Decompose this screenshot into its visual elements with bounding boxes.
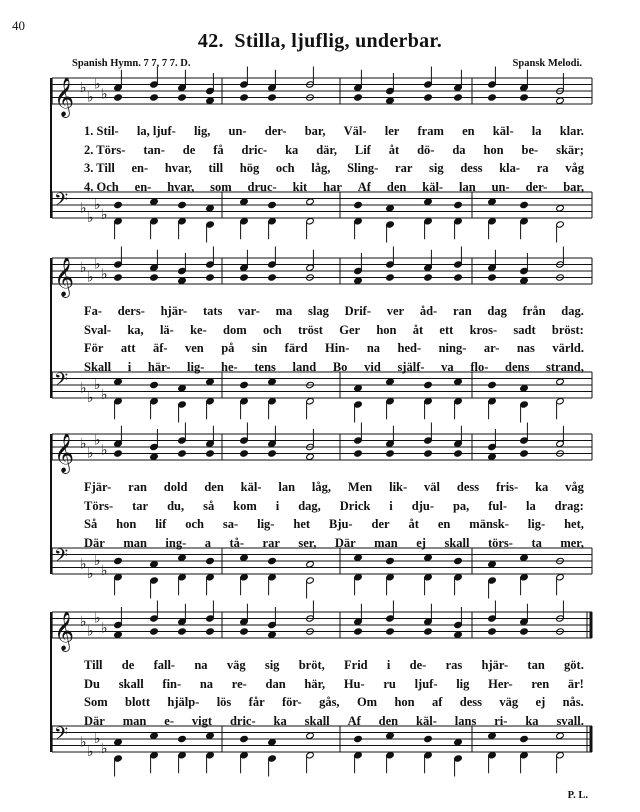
lyric-syllable: mänsk- <box>469 517 509 531</box>
key-flat-icon: ♭ <box>94 553 101 569</box>
lyric-line <box>84 124 584 143</box>
lyric-syllable: törs- <box>487 535 513 550</box>
lyric-syllable: är! <box>567 676 584 691</box>
key-flat-icon: ♭ <box>94 731 101 747</box>
lyric-syllable: låg, <box>311 161 331 175</box>
lyric-syllable: ning- <box>438 341 467 355</box>
lyric-syllable: Till <box>84 658 103 672</box>
lyric-syllable: den <box>378 713 399 728</box>
treble-clef-icon: 𝄞 <box>54 611 75 651</box>
lyric-syllable: ke- <box>190 322 207 337</box>
lyric-syllable: till <box>208 161 224 175</box>
lyric-syllable: lans <box>454 713 477 728</box>
lyric-syllable: ren <box>531 676 550 691</box>
lyric-syllable: pa, <box>452 498 470 513</box>
lyric-syllable: lig- <box>257 517 275 531</box>
lyric-syllable: dju- <box>411 498 434 513</box>
lyric-syllable: druc- <box>247 179 277 194</box>
lyric-syllable: Sval- <box>84 322 112 337</box>
lyric-syllable: skall <box>304 713 330 728</box>
key-flat-icon: ♭ <box>80 380 87 397</box>
lyric-line <box>84 143 584 162</box>
lyric-syllable: man <box>122 713 147 728</box>
lyric-syllable: ras <box>445 658 463 672</box>
key-flat-icon: ♭ <box>94 377 101 393</box>
lyric-syllable: ka <box>535 480 549 494</box>
lyric-syllable: här, <box>304 676 326 691</box>
lyric-syllable: lif <box>155 517 167 531</box>
treble-clef-icon: 𝄞 <box>54 257 75 297</box>
lyric-syllable: sig <box>264 658 280 672</box>
lyric-line <box>84 360 584 379</box>
lyric-line <box>84 304 584 323</box>
lyric-syllable: skär; <box>556 142 584 157</box>
lyric-syllable: Törs- <box>84 498 114 513</box>
lyric-syllable: lig- <box>187 359 205 374</box>
key-flat-icon: ♭ <box>101 740 108 757</box>
lyric-syllable: ran <box>128 480 147 494</box>
lyric-syllable: och <box>262 322 282 337</box>
lyric-syllable: hon <box>483 142 504 157</box>
lyrics-block <box>84 124 584 198</box>
lyric-syllable: rar <box>262 535 280 550</box>
lyric-syllable: la <box>531 124 542 138</box>
lyric-syllable: en <box>437 517 451 531</box>
lyric-syllable: ej <box>416 535 426 550</box>
key-flat-icon: ♭ <box>87 390 94 406</box>
hymn-heading <box>0 30 640 53</box>
lyric-syllable: Skall <box>84 359 112 374</box>
hymn-title: Stilla, ljuflig, underbar. <box>234 30 443 52</box>
key-flat-icon: ♭ <box>101 206 108 223</box>
lyric-syllable: nas <box>516 341 535 355</box>
lyric-syllable: dess <box>456 480 480 494</box>
lyric-syllable: bar, <box>304 124 326 138</box>
key-flat-icon: ♭ <box>80 734 87 751</box>
lyric-syllable: Om <box>356 695 378 709</box>
lyric-syllable: Frid <box>344 658 368 672</box>
lyric-syllable: i <box>389 498 393 513</box>
lyric-syllable: un- <box>491 179 510 194</box>
bass-clef-icon: 𝄢 <box>54 546 69 571</box>
lyric-syllable: hjälp- <box>167 695 200 709</box>
lyric-syllable: 2. Törs- <box>84 142 126 157</box>
lyric-syllable: Hin- <box>325 341 350 355</box>
lyric-syllable: lig, <box>194 124 211 138</box>
key-flat-icon: ♭ <box>87 744 94 760</box>
lyric-syllable: ta <box>531 535 542 550</box>
lyric-syllable: i <box>275 498 280 513</box>
lyric-syllable: käl- <box>492 124 514 138</box>
lyric-syllable: tats <box>202 304 223 318</box>
treble-clef-icon: 𝄞 <box>54 77 75 117</box>
lyric-syllable: de- <box>409 658 427 672</box>
lyric-line <box>84 658 584 677</box>
lyric-syllable: Drick <box>339 498 371 513</box>
lyric-syllable: få <box>213 142 224 157</box>
lyric-syllable: åt <box>388 142 400 157</box>
lyric-syllable: da <box>452 142 466 157</box>
lyric-syllable: att <box>120 341 136 355</box>
lyric-syllable: kit <box>292 179 308 194</box>
lyric-syllable: ar- <box>483 341 500 355</box>
lyric-syllable: lig <box>456 676 470 691</box>
lyric-syllable: ma <box>275 304 293 318</box>
lyric-syllable: skall <box>444 535 470 550</box>
lyric-syllable: Väl- <box>343 124 367 138</box>
lyric-syllable: dold <box>163 480 188 494</box>
lyric-syllable: får <box>248 695 265 709</box>
lyric-syllable: ful- <box>488 498 507 513</box>
lyric-syllable: ru <box>383 676 396 691</box>
lyric-syllable: af <box>431 695 443 709</box>
key-flat-icon: ♭ <box>101 266 108 283</box>
lyric-line <box>84 695 584 714</box>
lyric-syllable: värld. <box>552 341 584 355</box>
key-flat-icon: ♭ <box>94 76 101 93</box>
lyric-syllable: tröst <box>297 322 323 337</box>
lyrics-block <box>84 658 584 732</box>
lyric-syllable: la <box>525 498 536 513</box>
lyric-syllable: na <box>199 676 214 691</box>
lyric-syllable: kla- <box>499 161 521 175</box>
lyric-syllable: fall- <box>153 658 176 672</box>
lyric-syllable: bar, <box>563 179 584 194</box>
lyric-syllable: och <box>275 161 295 175</box>
lyric-syllable: kom <box>233 498 257 513</box>
lyric-syllable: här- <box>147 359 171 374</box>
lyric-syllable: ven <box>185 341 204 355</box>
lyric-syllable: och <box>185 517 204 531</box>
lyric-syllable: strand, <box>546 359 584 374</box>
lyric-syllable: Her- <box>488 676 513 691</box>
lyric-line <box>84 499 584 518</box>
key-flat-icon: ♭ <box>80 435 87 452</box>
lyric-syllable: där, <box>316 142 337 157</box>
lyric-syllable: var- <box>238 304 260 318</box>
lyric-syllable: en <box>462 124 475 138</box>
lyric-syllable: dö- <box>417 142 435 157</box>
key-flat-icon: ♭ <box>94 197 101 213</box>
lyric-syllable: våg <box>565 161 584 175</box>
lyric-syllable: Ger <box>339 322 361 337</box>
lyric-syllable: sa- <box>222 517 239 531</box>
lyric-syllable: Bju- <box>328 517 353 531</box>
melody-source: Spansk Melodi. <box>512 58 582 69</box>
lyrics-block <box>84 304 584 378</box>
lyric-syllable: käl- <box>240 480 262 494</box>
lyric-syllable: hög <box>239 161 260 175</box>
lyric-syllable: Bo <box>332 359 348 374</box>
lyric-line <box>84 480 584 499</box>
lyric-syllable: na <box>366 341 381 355</box>
lyric-syllable: åt <box>408 517 419 531</box>
lyric-syllable: vigt <box>191 713 213 728</box>
lyric-syllable: Men <box>347 480 373 494</box>
lyric-syllable: Som <box>84 695 108 709</box>
author-credit: P. L. <box>567 790 588 801</box>
key-flat-icon: ♭ <box>101 620 108 637</box>
lyric-syllable: het <box>293 517 311 531</box>
lyric-syllable: be- <box>521 142 539 157</box>
lyric-line <box>84 517 584 536</box>
bass-clef-icon: 𝄢 <box>54 370 69 395</box>
lyric-syllable: de <box>182 142 196 157</box>
lyric-syllable: a <box>204 535 211 550</box>
lyric-syllable: lan <box>278 480 296 494</box>
lyric-syllable: hvar, <box>167 179 195 194</box>
lyric-syllable: ing- <box>165 535 187 550</box>
tune-meter: Spanish Hymn. 7 7, 7 7. D. <box>72 58 191 69</box>
lyric-line <box>84 161 584 180</box>
lyric-syllable: lä- <box>159 322 174 337</box>
lyric-syllable: ran <box>452 304 472 318</box>
lyric-syllable: ri- <box>494 713 508 728</box>
lyric-syllable: bröst: <box>551 322 584 337</box>
lyric-syllable: Du <box>84 676 100 691</box>
lyric-syllable: va <box>441 359 454 374</box>
lyric-syllable: åd- <box>419 304 438 318</box>
lyric-syllable: hjär- <box>160 304 188 318</box>
lyric-syllable: flo- <box>470 359 489 374</box>
lyric-line <box>84 323 584 342</box>
lyric-syllable: man <box>123 535 147 550</box>
lyric-syllable: dag. <box>561 304 584 318</box>
lyric-syllable: ser, <box>298 535 317 550</box>
lyric-syllable: drag: <box>554 498 584 513</box>
lyric-syllable: färd <box>284 341 308 355</box>
lyric-syllable: käl- <box>416 713 437 728</box>
hymn-number: 42. <box>197 30 224 52</box>
lyric-syllable: bröt, <box>298 658 325 672</box>
bass-clef-icon: 𝄢 <box>54 190 69 215</box>
lyric-syllable: låg, <box>311 480 332 494</box>
lyric-syllable: skall <box>118 676 144 691</box>
lyric-syllable: nås. <box>562 695 584 709</box>
lyric-syllable: har <box>323 179 342 194</box>
key-flat-icon: ♭ <box>101 86 108 103</box>
lyric-syllable: dric- <box>241 142 268 157</box>
lyric-syllable: För <box>84 341 104 355</box>
lyric-syllable: na <box>194 658 208 672</box>
lyric-syllable: tan- <box>143 142 165 157</box>
lyric-syllable: e- <box>164 713 174 728</box>
lyric-syllable: tan <box>527 658 545 672</box>
treble-clef-icon: 𝄞 <box>54 433 75 473</box>
key-flat-icon: ♭ <box>94 432 101 449</box>
lyric-syllable: fin- <box>162 676 182 691</box>
lyric-syllable: en- <box>134 179 152 194</box>
lyrics-block <box>84 480 584 554</box>
lyric-syllable: åt <box>412 322 424 337</box>
lyric-syllable: väl <box>424 480 441 494</box>
lyric-syllable: Där <box>84 713 105 728</box>
key-flat-icon: ♭ <box>80 259 87 276</box>
lyric-line <box>84 714 584 733</box>
page-number: 40 <box>12 18 25 33</box>
lyric-syllable: la, ljuf- <box>136 124 176 138</box>
lyric-syllable: svall. <box>556 713 584 728</box>
lyric-syllable: sin <box>251 341 268 355</box>
lyric-syllable: ka <box>273 713 287 728</box>
key-flat-icon: ♭ <box>87 445 94 462</box>
lyric-syllable: tå- <box>229 535 245 550</box>
lyric-syllable: slag <box>308 304 329 318</box>
lyric-syllable: äf- <box>152 341 168 355</box>
lyric-syllable: ders- <box>117 304 145 318</box>
key-flat-icon: ♭ <box>87 89 94 106</box>
lyric-syllable: Där <box>334 535 356 550</box>
lyric-syllable: Af <box>357 179 371 194</box>
lyric-syllable: mer, <box>560 535 584 550</box>
lyric-syllable: ler <box>384 124 400 138</box>
lyric-syllable: Drif- <box>344 304 371 318</box>
lyric-syllable: hon <box>116 517 137 531</box>
lyric-syllable: ka <box>525 713 539 728</box>
lyric-syllable: dag <box>487 304 507 318</box>
lyric-syllable: Där <box>84 535 105 550</box>
lyric-syllable: hed- <box>397 341 422 355</box>
lyric-syllable: dess <box>459 695 483 709</box>
lyric-syllable: blott <box>125 695 150 709</box>
lyric-syllable: klar. <box>559 124 584 138</box>
key-flat-icon: ♭ <box>80 556 87 573</box>
lyric-syllable: hvar, <box>164 161 192 175</box>
lyric-syllable: 1. Stil- <box>84 124 119 138</box>
lyric-syllable: ra <box>536 161 549 175</box>
lyric-syllable: på <box>221 341 235 355</box>
lyric-syllable: ka <box>285 142 299 157</box>
key-flat-icon: ♭ <box>80 200 87 217</box>
lyric-syllable: Hu- <box>343 676 365 691</box>
lyric-syllable: 3. Till <box>84 161 115 175</box>
lyric-syllable: så <box>203 498 215 513</box>
lyric-syllable: väg <box>499 695 519 709</box>
lyric-syllable: lös <box>216 695 232 709</box>
lyric-syllable: re- <box>231 676 247 691</box>
lyric-syllable: den <box>204 480 224 494</box>
key-flat-icon: ♭ <box>94 610 101 627</box>
lyric-syllable: ljuf- <box>414 676 438 691</box>
lyric-syllable: tens <box>254 359 276 374</box>
key-flat-icon: ♭ <box>101 386 108 403</box>
lyric-syllable: tar <box>132 498 149 513</box>
lyric-syllable: vid <box>364 359 381 374</box>
lyric-syllable: lig- <box>527 517 546 531</box>
lyric-syllable: kros- <box>469 322 498 337</box>
lyric-syllable: ej <box>535 695 546 709</box>
lyric-syllable: Fjär- <box>84 480 112 494</box>
lyric-syllable: hon <box>376 322 397 337</box>
lyric-syllable: dag, <box>298 498 321 513</box>
key-flat-icon: ♭ <box>94 256 101 273</box>
key-flat-icon: ♭ <box>87 566 94 582</box>
lyric-line <box>84 180 584 199</box>
lyric-syllable: ver <box>386 304 405 318</box>
lyric-syllable: Lif <box>354 142 371 157</box>
lyric-syllable: Fa- <box>84 304 103 318</box>
lyric-syllable: du, <box>167 498 185 513</box>
lyric-syllable: der <box>371 517 390 531</box>
lyric-syllable: land <box>292 359 317 374</box>
bass-clef-icon: 𝄢 <box>54 724 69 749</box>
lyric-syllable: dess <box>460 161 483 175</box>
lyric-syllable: rar <box>395 161 413 175</box>
lyric-syllable: het, <box>564 517 584 531</box>
lyric-line <box>84 341 584 360</box>
lyric-syllable: våg <box>565 480 584 494</box>
lyric-syllable: 4. Och <box>84 179 119 194</box>
lyric-syllable: der- <box>264 124 287 138</box>
lyric-syllable: från <box>522 304 546 318</box>
key-flat-icon: ♭ <box>87 623 94 640</box>
lyric-syllable: un- <box>228 124 247 138</box>
lyric-syllable: he- <box>221 359 238 374</box>
lyric-syllable: lik- <box>389 480 408 494</box>
lyric-syllable: dan <box>265 676 286 691</box>
lyric-syllable: en- <box>131 161 149 175</box>
lyric-syllable: i <box>127 359 132 374</box>
lyric-syllable: hon <box>394 695 415 709</box>
lyric-syllable: för- <box>282 695 302 709</box>
lyric-syllable: dric- <box>229 713 256 728</box>
lyric-syllable: gås, <box>319 695 340 709</box>
lyric-syllable: ka, <box>127 322 144 337</box>
lyric-line <box>84 677 584 696</box>
lyric-syllable: hjär- <box>481 658 509 672</box>
lyric-syllable: sig <box>429 161 444 175</box>
lyric-syllable: fris- <box>496 480 519 494</box>
lyric-syllable: i <box>386 658 391 672</box>
lyric-syllable: den <box>386 179 407 194</box>
lyric-syllable: sadt <box>513 322 536 337</box>
key-flat-icon: ♭ <box>87 269 94 286</box>
lyric-syllable: väg <box>226 658 246 672</box>
lyric-syllable: Så <box>84 517 98 531</box>
lyric-syllable: de <box>121 658 135 672</box>
key-flat-icon: ♭ <box>101 442 108 459</box>
lyric-syllable: göt. <box>564 658 584 672</box>
key-flat-icon: ♭ <box>80 613 87 630</box>
lyric-line <box>84 536 584 555</box>
key-flat-icon: ♭ <box>80 79 87 96</box>
lyric-syllable: käl- <box>422 179 444 194</box>
key-flat-icon: ♭ <box>87 210 94 226</box>
lyric-syllable: lan <box>459 179 476 194</box>
key-flat-icon: ♭ <box>101 562 108 579</box>
lyric-syllable: Sling- <box>347 161 379 175</box>
lyric-syllable: själf- <box>397 359 425 374</box>
lyric-syllable: man <box>374 535 398 550</box>
lyric-syllable: som <box>210 179 232 194</box>
lyric-syllable: Af <box>347 713 361 728</box>
lyric-syllable: dens <box>505 359 530 374</box>
lyric-syllable: der- <box>525 179 548 194</box>
lyric-syllable: dom <box>223 322 247 337</box>
lyric-syllable: ett <box>439 322 454 337</box>
lyric-syllable: fram <box>417 124 444 138</box>
